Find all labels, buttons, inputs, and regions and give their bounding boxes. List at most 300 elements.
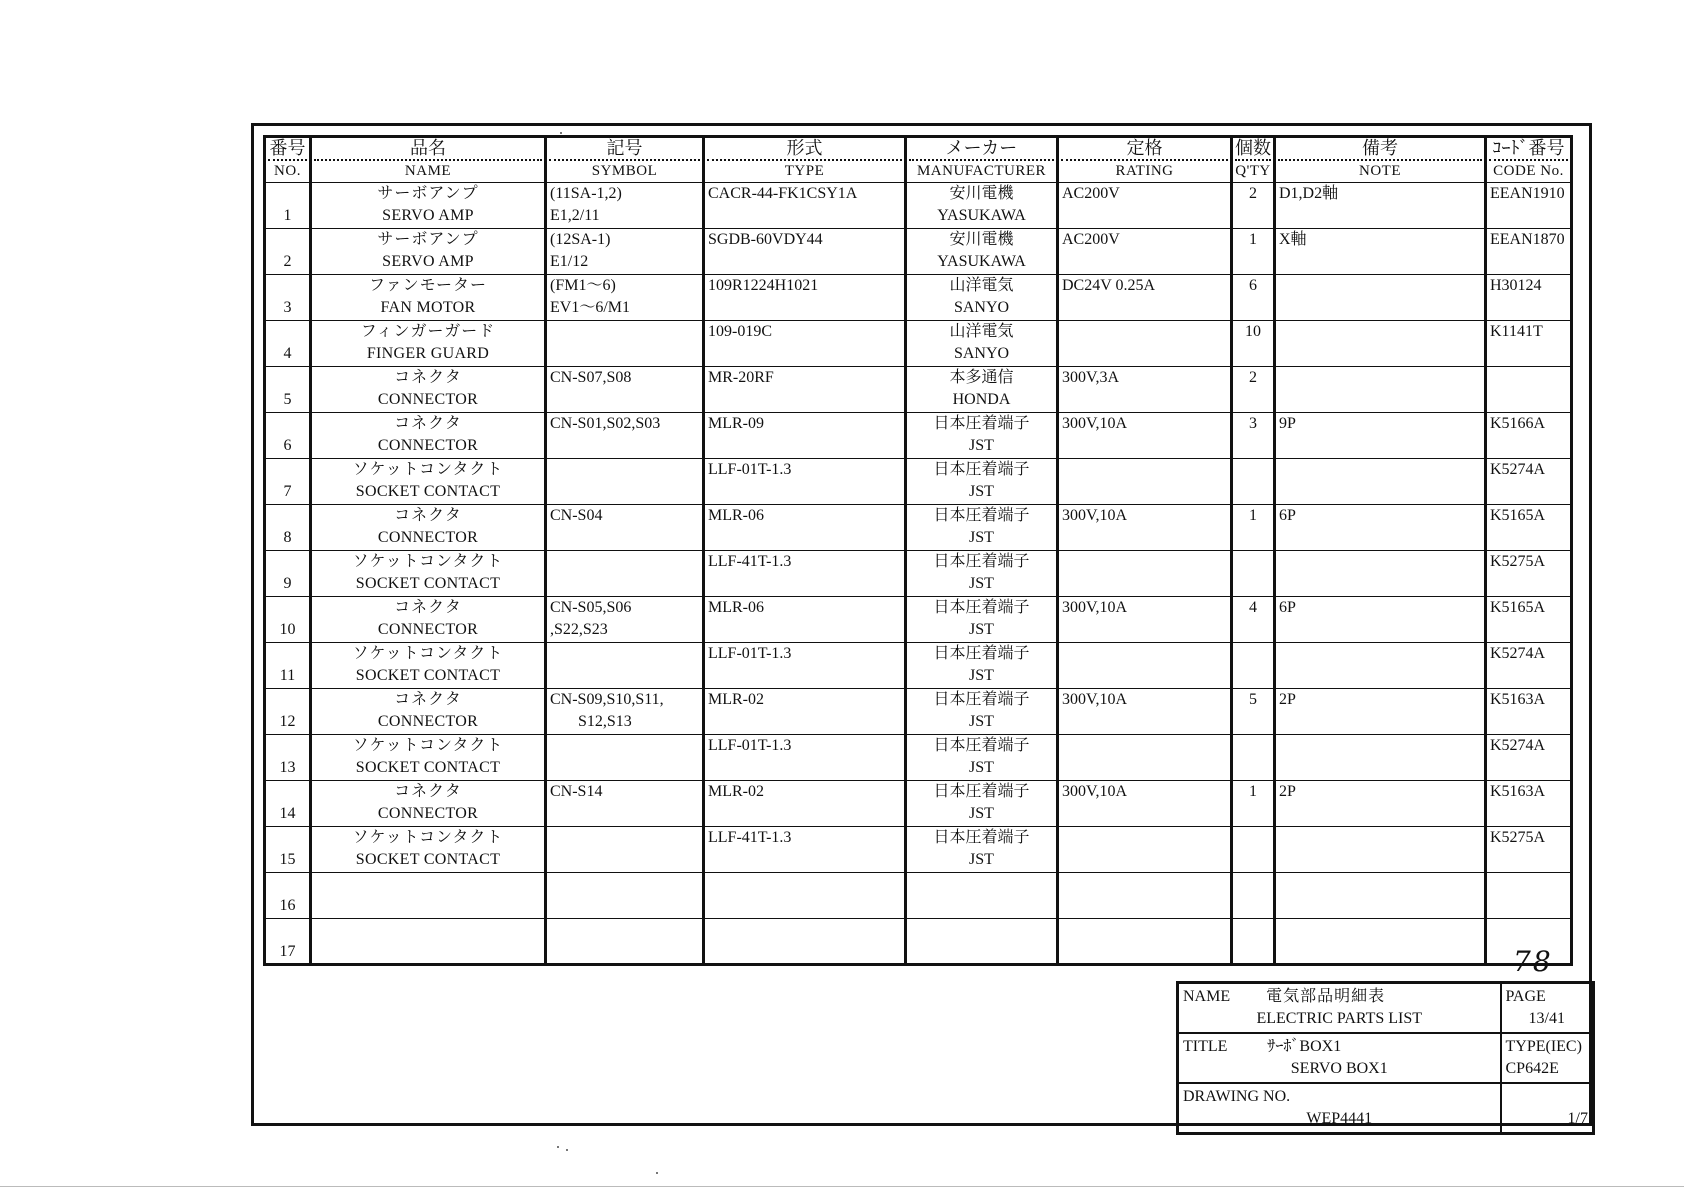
- cell-no: [265, 413, 311, 459]
- code-value: [1490, 367, 1570, 389]
- name-en: [312, 895, 544, 917]
- symbol-line-2: [550, 527, 702, 549]
- name-en: ELECTRIC PARTS LIST: [1256, 1010, 1423, 1027]
- header-en-label: NAME: [404, 163, 452, 179]
- manufacturer-en: SANYO: [953, 345, 1010, 362]
- code-value: EEAN1910: [1490, 185, 1565, 202]
- page-value: 13/41: [1528, 1010, 1565, 1027]
- cell-no: [265, 689, 311, 735]
- symbol-line-1: [550, 919, 702, 941]
- cell-manufacturer: [906, 781, 1058, 827]
- cell-rating: [1058, 321, 1232, 367]
- cell-code: [1486, 505, 1572, 551]
- header-en-label: RATING: [1115, 163, 1174, 179]
- cell-name: [311, 229, 546, 275]
- qty-value: 2: [1249, 185, 1257, 202]
- page-cell: [1501, 983, 1594, 1034]
- code-value: EEAN1870: [1490, 231, 1565, 248]
- table-row: [265, 643, 1572, 689]
- note-value: [1279, 643, 1484, 665]
- type-value: MLR-09: [708, 415, 764, 432]
- manufacturer-jp: [907, 919, 1056, 941]
- manufacturer-en: [907, 895, 1056, 917]
- name-jp: コネクタ: [394, 369, 462, 386]
- name-jp: ソケットコンタクト: [352, 645, 504, 662]
- header-jp-label: 個数: [1235, 138, 1271, 161]
- note-value: [1279, 735, 1484, 757]
- row-number: 16: [279, 897, 296, 914]
- cell-note: [1275, 413, 1486, 459]
- manufacturer-jp: 本多通信: [949, 369, 1014, 386]
- cell-name: [311, 413, 546, 459]
- name-jp: ソケットコンタクト: [352, 737, 504, 754]
- header-name: [311, 137, 546, 183]
- note-value: 2P: [1279, 783, 1296, 800]
- cell-note: [1275, 229, 1486, 275]
- symbol-line-2: S12,S13: [578, 713, 632, 730]
- cell-qty: [1232, 551, 1275, 597]
- cell-no: [265, 321, 311, 367]
- name-jp: ソケットコンタクト: [352, 829, 504, 846]
- cell-symbol: [546, 827, 704, 873]
- cell-code: [1486, 781, 1572, 827]
- symbol-line-2: [550, 895, 702, 917]
- qty-value: 1: [1249, 783, 1257, 800]
- drawing-value: WEP4441: [1306, 1110, 1373, 1127]
- cell-no: [265, 735, 311, 781]
- row-number: 3: [283, 299, 292, 316]
- cell-symbol: [546, 367, 704, 413]
- cell-qty: [1232, 689, 1275, 735]
- cell-code: [1486, 229, 1572, 275]
- table-row: [265, 505, 1572, 551]
- scan-speck: [560, 132, 562, 134]
- cell-rating: [1058, 919, 1232, 965]
- cell-code: [1486, 275, 1572, 321]
- manufacturer-jp: 山洋電気: [949, 277, 1014, 294]
- scan-speck: [566, 1149, 568, 1151]
- symbol-line-1: CN-S09,S10,S11,: [550, 691, 664, 708]
- table-row: [265, 597, 1572, 643]
- rating-value: [1062, 643, 1230, 665]
- code-value: H30124: [1490, 277, 1542, 294]
- name-en: FAN MOTOR: [380, 299, 476, 316]
- drawing-cell: [1178, 1083, 1501, 1134]
- manufacturer-jp: 日本圧着端子: [933, 691, 1030, 708]
- qty-value: 1: [1249, 231, 1257, 248]
- table-row: [265, 183, 1572, 229]
- cell-qty: [1232, 229, 1275, 275]
- rating-value: [1062, 551, 1230, 573]
- cell-note: [1275, 183, 1486, 229]
- note-value: [1279, 459, 1484, 481]
- cell-note: [1275, 735, 1486, 781]
- cell-note: [1275, 597, 1486, 643]
- manufacturer-jp: 日本圧着端子: [933, 783, 1030, 800]
- symbol-line-1: [550, 827, 702, 849]
- cell-name: [311, 873, 546, 919]
- type-value: CACR-44-FK1CSY1A: [708, 185, 858, 202]
- cell-code: [1486, 597, 1572, 643]
- rating-value: 300V,10A: [1062, 507, 1128, 524]
- header-jp-label: 定格: [1061, 138, 1228, 161]
- cell-code: [1486, 367, 1572, 413]
- code-value: K5274A: [1490, 737, 1546, 754]
- row-number: 10: [279, 621, 296, 638]
- symbol-line-1: CN-S04: [550, 507, 603, 524]
- cell-manufacturer: [906, 183, 1058, 229]
- name-jp: フィンガーガード: [360, 323, 496, 340]
- qty-value: 4: [1249, 599, 1257, 616]
- header-jp-label: 記号: [549, 138, 700, 161]
- cell-code: [1486, 459, 1572, 505]
- symbol-line-1: CN-S01,S02,S03: [550, 415, 661, 432]
- symbol-line-2: [550, 665, 702, 687]
- cell-name: [311, 459, 546, 505]
- qty-value: [1233, 643, 1273, 665]
- header-en-label: NO.: [274, 163, 301, 179]
- row-number: 4: [283, 345, 292, 362]
- cell-qty: [1232, 919, 1275, 965]
- rating-value: [1062, 321, 1230, 343]
- header-rating: [1058, 137, 1232, 183]
- manufacturer-jp: 安川電機: [949, 185, 1014, 202]
- cell-code: [1486, 827, 1572, 873]
- cell-type: [704, 781, 906, 827]
- cell-symbol: [546, 229, 704, 275]
- table-row: [265, 321, 1572, 367]
- cell-manufacturer: [906, 735, 1058, 781]
- table-row: [265, 229, 1572, 275]
- header-en-label: Q'TY: [1235, 163, 1271, 179]
- cell-no: [265, 781, 311, 827]
- cell-type: [704, 505, 906, 551]
- cell-symbol: [546, 689, 704, 735]
- cell-name: [311, 919, 546, 965]
- cell-rating: [1058, 643, 1232, 689]
- symbol-line-2: [550, 573, 702, 595]
- note-value: [1279, 873, 1484, 895]
- header-jp-label: 番号: [268, 138, 307, 161]
- cell-symbol: [546, 321, 704, 367]
- manufacturer-en: JST: [969, 483, 994, 500]
- type-value: MLR-06: [708, 599, 764, 616]
- type-value: [708, 873, 904, 895]
- table-row: [265, 413, 1572, 459]
- name-en: FINGER GUARD: [366, 345, 490, 362]
- manufacturer-en: JST: [969, 575, 994, 592]
- cell-type: [704, 459, 906, 505]
- header-en-label: NOTE: [1359, 163, 1401, 179]
- symbol-line-1: CN-S05,S06: [550, 599, 632, 616]
- symbol-line-2: E1/12: [550, 253, 589, 270]
- name-jp: サーボアンプ: [377, 185, 479, 202]
- qty-value: [1233, 735, 1273, 757]
- manufacturer-jp: 日本圧着端子: [933, 415, 1030, 432]
- name-jp: コネクタ: [394, 691, 462, 708]
- name-en: SERVO AMP: [382, 253, 474, 270]
- name-jp: ソケットコンタクト: [352, 553, 504, 570]
- row-number: 14: [279, 805, 296, 822]
- name-jp: サーボアンプ: [377, 231, 479, 248]
- rating-value: 300V,10A: [1062, 691, 1128, 708]
- symbol-line-1: [550, 873, 702, 895]
- qty-value: [1233, 919, 1273, 941]
- type-value: MLR-02: [708, 783, 764, 800]
- symbol-line-2: ,S22,S23: [550, 621, 608, 638]
- parts-table: [263, 135, 1573, 966]
- row-number: 13: [279, 759, 296, 776]
- cell-note: [1275, 505, 1486, 551]
- manufacturer-jp: [907, 873, 1056, 895]
- code-value: K5163A: [1490, 783, 1546, 800]
- code-value: K5274A: [1490, 645, 1546, 662]
- row-number: 15: [279, 851, 296, 868]
- cell-rating: [1058, 183, 1232, 229]
- rating-value: AC200V: [1062, 231, 1120, 248]
- type-value: LLF-41T-1.3: [708, 553, 792, 570]
- rating-value: 300V,10A: [1062, 599, 1128, 616]
- name-en: CONNECTOR: [377, 437, 479, 454]
- cell-qty: [1232, 643, 1275, 689]
- cell-no: [265, 367, 311, 413]
- header-manufacturer: [906, 137, 1058, 183]
- cell-manufacturer: [906, 459, 1058, 505]
- manufacturer-en: JST: [969, 437, 994, 454]
- cell-manufacturer: [906, 275, 1058, 321]
- cell-type: [704, 735, 906, 781]
- cell-no: [265, 873, 311, 919]
- cell-name: [311, 367, 546, 413]
- name-en: SOCKET CONTACT: [355, 759, 501, 776]
- type-value: SGDB-60VDY44: [708, 231, 823, 248]
- cell-no: [265, 459, 311, 505]
- cell-symbol: [546, 183, 704, 229]
- note-value: [1279, 827, 1484, 849]
- title-label: TITLE: [1183, 1038, 1228, 1055]
- cell-code: [1486, 689, 1572, 735]
- note-value: D1,D2軸: [1279, 185, 1339, 202]
- row-number: 7: [283, 483, 292, 500]
- row-number: 11: [279, 667, 296, 684]
- table-row: [265, 873, 1572, 919]
- cell-rating: [1058, 367, 1232, 413]
- manufacturer-jp: 日本圧着端子: [933, 737, 1030, 754]
- header-row: [265, 137, 1572, 183]
- cell-symbol: [546, 735, 704, 781]
- name-en: CONNECTOR: [377, 529, 479, 546]
- cell-qty: [1232, 735, 1275, 781]
- manufacturer-en: HONDA: [952, 391, 1011, 408]
- note-value: 6P: [1279, 507, 1296, 524]
- cell-no: [265, 919, 311, 965]
- code-value: K1141T: [1490, 323, 1543, 340]
- cell-note: [1275, 321, 1486, 367]
- rating-value: 300V,10A: [1062, 415, 1128, 432]
- type-value: MLR-02: [708, 691, 764, 708]
- type-value: LLF-01T-1.3: [708, 737, 792, 754]
- type-value: LLF-01T-1.3: [708, 461, 792, 478]
- sheet-cell: [1501, 1083, 1594, 1134]
- title-cell: [1178, 1033, 1501, 1083]
- manufacturer-en: JST: [969, 529, 994, 546]
- cell-manufacturer: [906, 873, 1058, 919]
- cell-manufacturer: [906, 413, 1058, 459]
- cell-qty: [1232, 781, 1275, 827]
- cell-type: [704, 643, 906, 689]
- symbol-line-2: [550, 803, 702, 825]
- header-jp-label: メーカー: [909, 138, 1054, 161]
- code-value: K5166A: [1490, 415, 1546, 432]
- sheet-value: 1/7: [1567, 1110, 1588, 1127]
- cell-qty: [1232, 413, 1275, 459]
- cell-type: [704, 367, 906, 413]
- header-jp-label: ｺｰﾄﾞ番号: [1489, 138, 1568, 161]
- row-number: 12: [279, 713, 296, 730]
- name-jp: [312, 873, 544, 895]
- row-number: 9: [283, 575, 292, 592]
- cell-no: [265, 275, 311, 321]
- title-block: [1176, 981, 1595, 1135]
- name-en: CONNECTOR: [377, 391, 479, 408]
- cell-type: [704, 275, 906, 321]
- code-value: K5275A: [1490, 829, 1546, 846]
- symbol-line-1: [550, 551, 702, 573]
- cell-symbol: [546, 459, 704, 505]
- table-row: [265, 735, 1572, 781]
- code-value: K5274A: [1490, 461, 1546, 478]
- symbol-line-1: [550, 643, 702, 665]
- header-jp-label: 形式: [707, 138, 902, 161]
- cell-manufacturer: [906, 689, 1058, 735]
- cell-code: [1486, 735, 1572, 781]
- cell-rating: [1058, 781, 1232, 827]
- rating-value: DC24V 0.25A: [1062, 277, 1156, 294]
- symbol-line-2: [550, 481, 702, 503]
- name-jp: ファンモーター: [368, 277, 488, 294]
- drawing-label: DRAWING NO.: [1183, 1088, 1291, 1105]
- title-jp: ｻｰﾎﾞBOX1: [1267, 1038, 1342, 1055]
- manufacturer-en: JST: [969, 621, 994, 638]
- cell-code: [1486, 551, 1572, 597]
- cell-type: [704, 413, 906, 459]
- rating-value: [1062, 459, 1230, 481]
- cell-no: [265, 229, 311, 275]
- note-value: [1279, 919, 1484, 941]
- cell-name: [311, 321, 546, 367]
- name-jp: コネクタ: [394, 415, 462, 432]
- symbol-line-2: [550, 389, 702, 411]
- cell-qty: [1232, 183, 1275, 229]
- rating-value: AC200V: [1062, 185, 1120, 202]
- header-symbol: [546, 137, 704, 183]
- handwritten-mark: 78: [1513, 945, 1553, 978]
- manufacturer-en: JST: [969, 851, 994, 868]
- header-qty: [1232, 137, 1275, 183]
- cell-manufacturer: [906, 919, 1058, 965]
- cell-note: [1275, 919, 1486, 965]
- cell-manufacturer: [906, 827, 1058, 873]
- row-number: 2: [283, 253, 292, 270]
- type-value: CP642E: [1505, 1060, 1559, 1077]
- table-row: [265, 689, 1572, 735]
- header-code: [1486, 137, 1572, 183]
- cell-rating: [1058, 275, 1232, 321]
- header-no: [265, 137, 311, 183]
- rating-value: [1062, 735, 1230, 757]
- cell-symbol: [546, 505, 704, 551]
- name-jp: コネクタ: [394, 507, 462, 524]
- cell-no: [265, 551, 311, 597]
- cell-qty: [1232, 505, 1275, 551]
- symbol-line-2: [550, 757, 702, 779]
- cell-rating: [1058, 873, 1232, 919]
- manufacturer-en: YASUKAWA: [937, 207, 1026, 224]
- table-row: [265, 919, 1572, 965]
- manufacturer-jp: 日本圧着端子: [933, 829, 1030, 846]
- type-label: TYPE(IEC): [1505, 1038, 1582, 1055]
- type-value: 109R1224H1021: [708, 277, 819, 294]
- code-value: K5165A: [1490, 507, 1546, 524]
- cell-type: [704, 873, 906, 919]
- page-label: PAGE: [1505, 988, 1546, 1005]
- cell-code: [1486, 873, 1572, 919]
- cell-type: [704, 229, 906, 275]
- cell-qty: [1232, 597, 1275, 643]
- symbol-line-2: [550, 941, 702, 963]
- cell-no: [265, 643, 311, 689]
- rating-value: 300V,3A: [1062, 369, 1120, 386]
- row-number: 8: [283, 529, 292, 546]
- symbol-line-1: [550, 321, 702, 343]
- name-jp: ソケットコンタクト: [352, 461, 504, 478]
- cell-symbol: [546, 781, 704, 827]
- cell-qty: [1232, 873, 1275, 919]
- note-value: [1279, 551, 1484, 573]
- cell-note: [1275, 459, 1486, 505]
- manufacturer-jp: 山洋電気: [949, 323, 1014, 340]
- table-row: [265, 551, 1572, 597]
- rating-value: [1062, 827, 1230, 849]
- cell-rating: [1058, 597, 1232, 643]
- cell-code: [1486, 321, 1572, 367]
- name-en: [312, 941, 544, 963]
- scan-edge-line: [0, 1186, 1684, 1187]
- cell-symbol: [546, 275, 704, 321]
- symbol-line-1: [550, 459, 702, 481]
- cell-manufacturer: [906, 597, 1058, 643]
- cell-rating: [1058, 551, 1232, 597]
- table-row: [265, 827, 1572, 873]
- qty-value: 10: [1245, 323, 1261, 340]
- name-en: CONNECTOR: [377, 805, 479, 822]
- cell-name: [311, 735, 546, 781]
- name-jp: 電気部品明細表: [1266, 988, 1386, 1005]
- cell-rating: [1058, 689, 1232, 735]
- header-en-label: MANUFACTURER: [916, 163, 1047, 179]
- note-value: [1279, 275, 1484, 297]
- symbol-line-1: CN-S14: [550, 783, 603, 800]
- qty-value: [1233, 551, 1273, 573]
- manufacturer-jp: 日本圧着端子: [933, 599, 1030, 616]
- cell-type: [704, 183, 906, 229]
- cell-note: [1275, 827, 1486, 873]
- manufacturer-jp: 日本圧着端子: [933, 553, 1030, 570]
- cell-qty: [1232, 367, 1275, 413]
- note-value: [1279, 321, 1484, 343]
- cell-code: [1486, 183, 1572, 229]
- rating-value: [1062, 919, 1230, 941]
